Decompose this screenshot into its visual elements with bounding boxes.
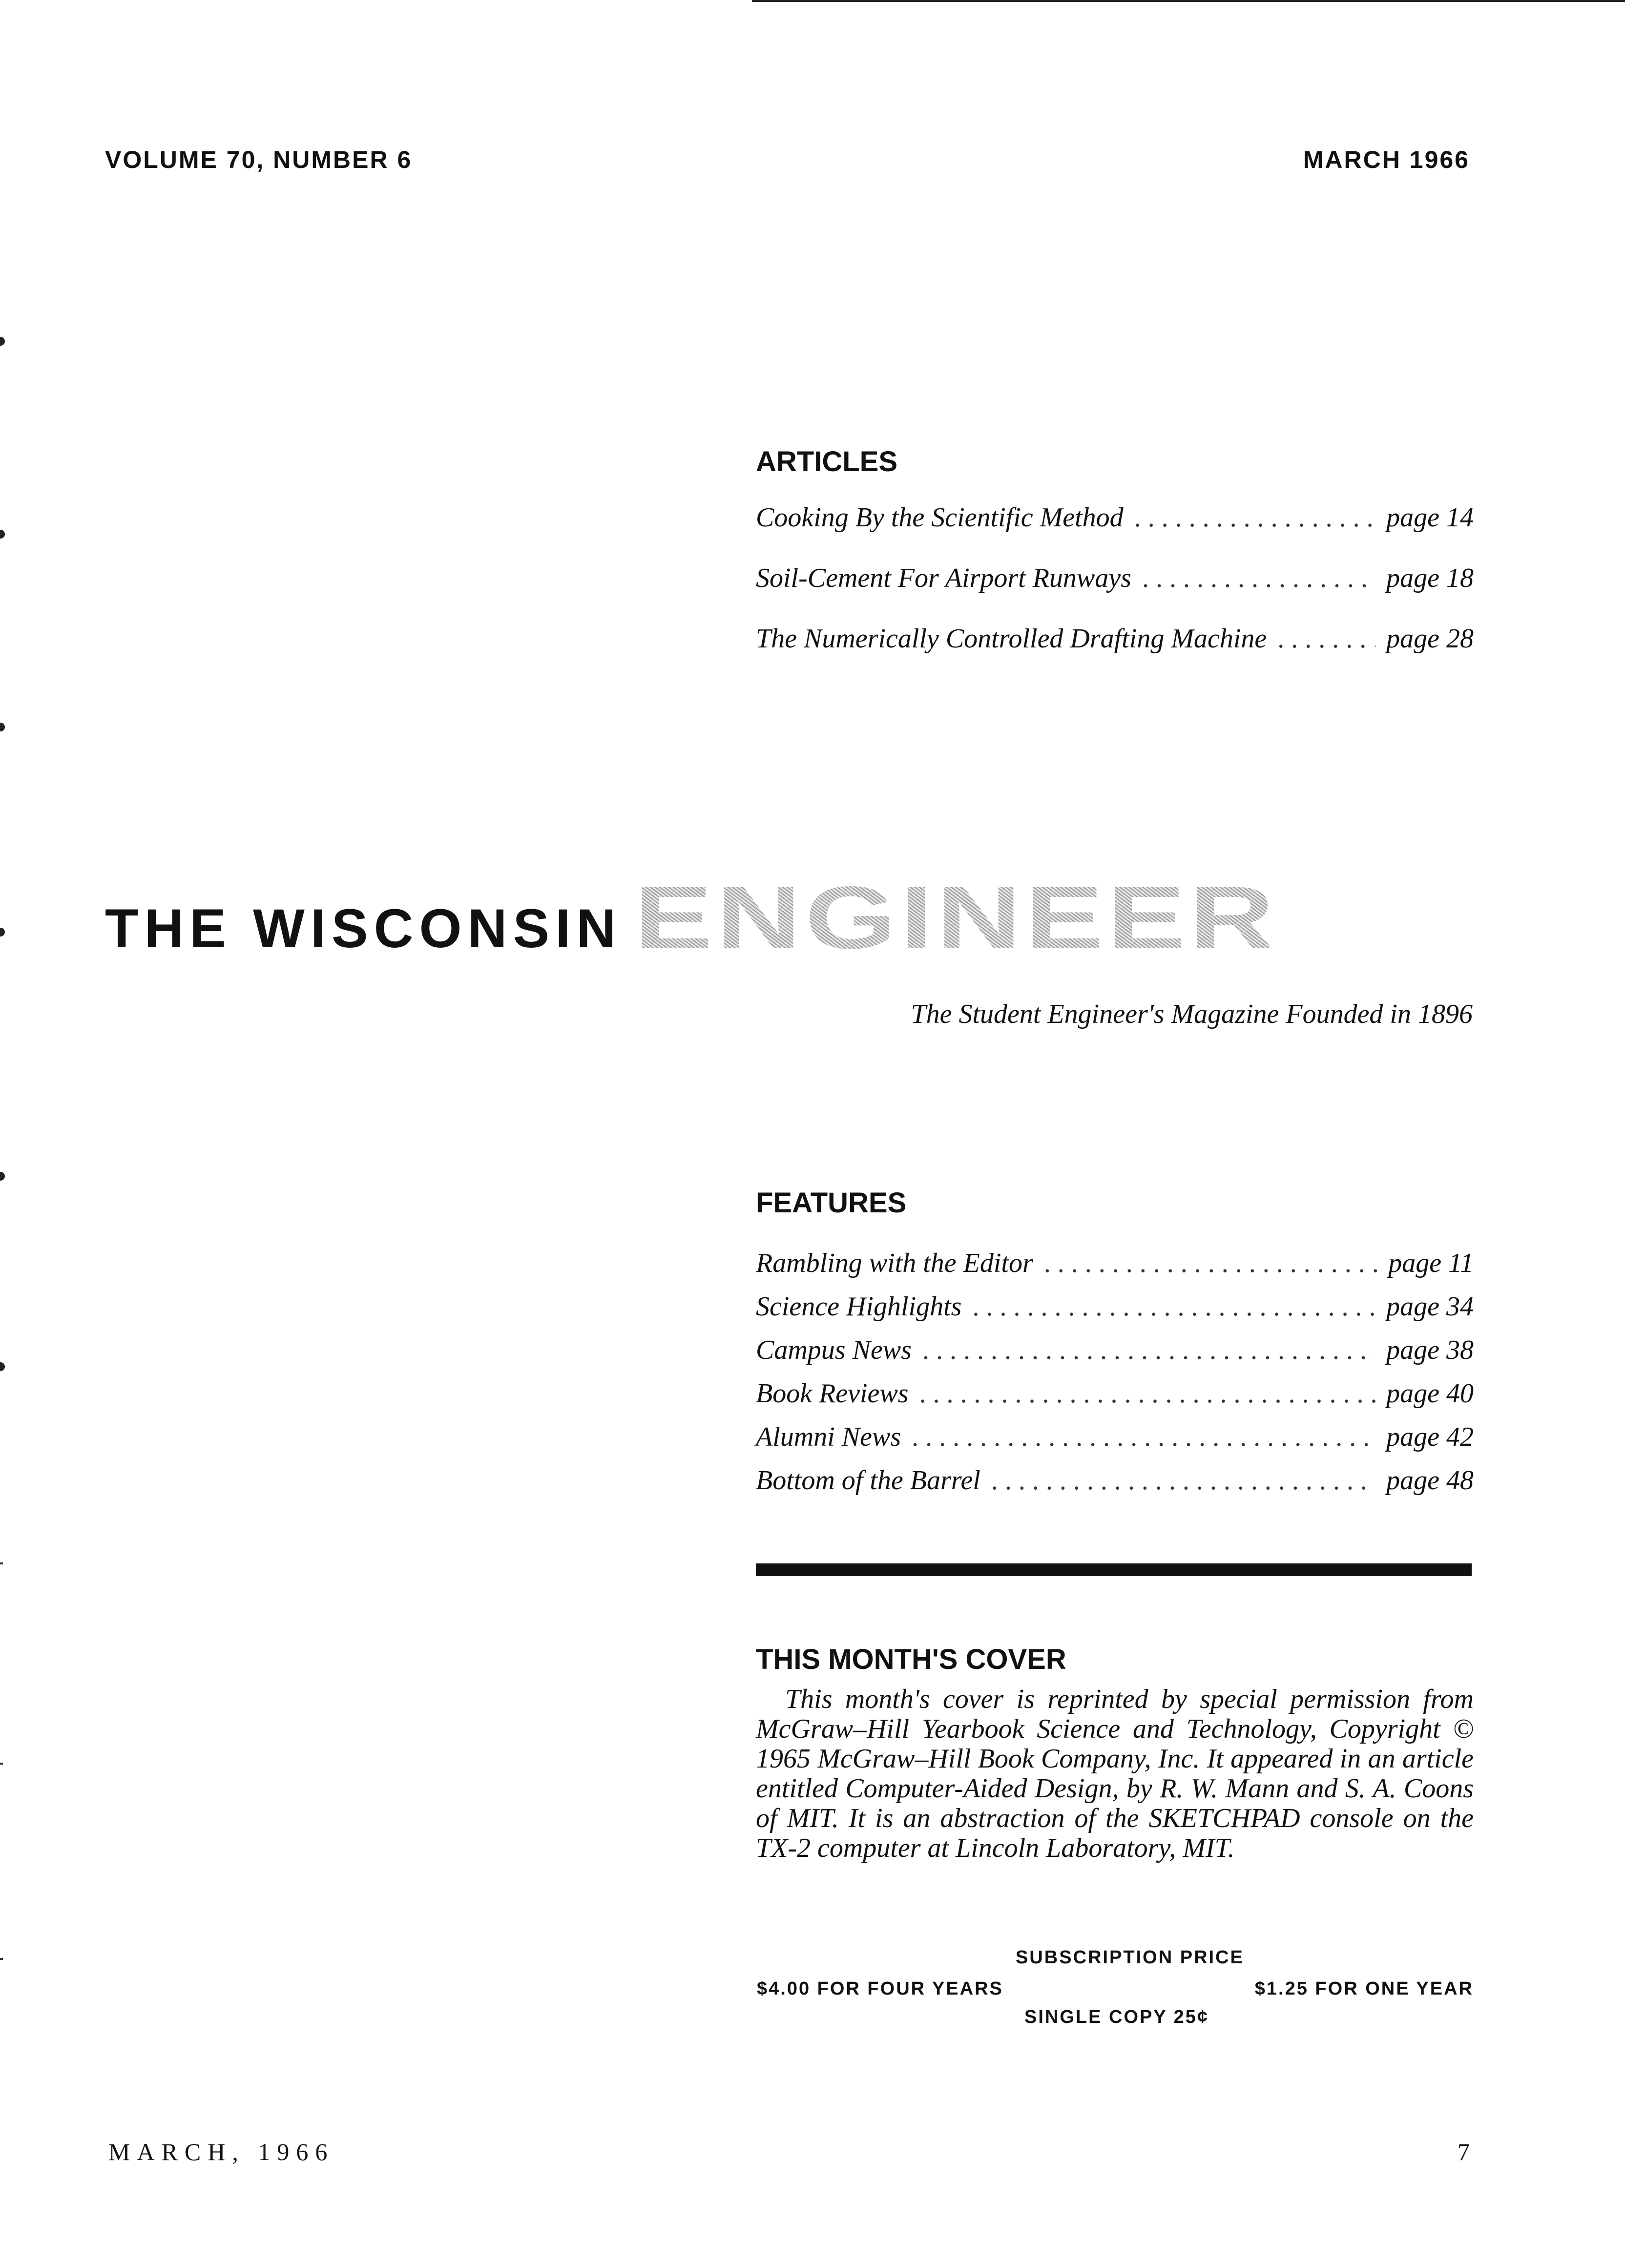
footer-page-number: 7 (1458, 2138, 1470, 2165)
margin-mark (0, 1562, 3, 1564)
toc-item-title: Science Highlights (756, 1291, 962, 1322)
dot-leader (912, 1421, 1375, 1453)
footer-date: MARCH, 1966 (108, 2138, 334, 2165)
dot-leader (991, 1465, 1375, 1496)
toc-item-page: page 14 (1386, 502, 1474, 533)
toc-item-title: Cooking By the Scientific Method (756, 502, 1124, 533)
margin-mark (0, 1362, 5, 1371)
dot-leader (1277, 623, 1375, 654)
toc-item (756, 1421, 1474, 1465)
margin-mark (0, 723, 5, 731)
toc-item (756, 623, 1474, 684)
features-heading: FEATURES (756, 1187, 907, 1219)
subscription-title: SUBSCRIPTION PRICE (1016, 1947, 1244, 1968)
masthead-tagline: The Student Engineer's Magazine Founded in 1896 (911, 999, 1473, 1029)
toc-item-title: Book Reviews (756, 1378, 909, 1409)
toc-item-page: page 18 (1386, 563, 1474, 593)
volume-number: VOLUME 70, NUMBER 6 (105, 146, 413, 173)
toc-item-page: page 28 (1386, 624, 1474, 654)
articles-list (756, 502, 1474, 684)
toc-item-title: Campus News (756, 1335, 912, 1365)
cover-heading: THIS MONTH'S COVER (756, 1644, 1066, 1675)
toc-item-page: page 40 (1386, 1378, 1474, 1409)
subscription-single-copy: SINGLE COPY 25¢ (1024, 2007, 1209, 2027)
toc-item (756, 1465, 1474, 1508)
subscription-one-year: $1.25 FOR ONE YEAR (1254, 1978, 1474, 1999)
toc-item-title: Rambling with the Editor (756, 1248, 1033, 1278)
subscription-four-years: $4.00 FOR FOUR YEARS (757, 1978, 1003, 1999)
margin-mark (0, 1763, 3, 1765)
dot-leader (972, 1291, 1375, 1322)
margin-mark (0, 337, 5, 346)
dot-leader (919, 1378, 1376, 1409)
toc-item (756, 562, 1474, 623)
margin-mark (0, 928, 5, 936)
toc-item-title: Alumni News (756, 1422, 901, 1452)
dot-leader (1134, 502, 1375, 533)
dot-leader (1142, 562, 1375, 594)
masthead-prefix: THE WISCONSIN (105, 898, 622, 959)
toc-item-page: page 48 (1386, 1465, 1474, 1496)
toc-item-page: page 42 (1386, 1422, 1474, 1452)
toc-item (756, 1378, 1474, 1421)
top-border-line (752, 0, 1625, 2)
masthead (105, 868, 1278, 967)
toc-item-page: page 34 (1386, 1291, 1474, 1322)
toc-item (756, 1248, 1474, 1291)
margin-mark (0, 530, 5, 539)
articles-heading: ARTICLES (756, 446, 897, 478)
toc-item-title: Soil-Cement For Airport Runways (756, 563, 1131, 593)
margin-mark (0, 1172, 5, 1181)
masthead-title: ENGINEER (634, 868, 1278, 967)
toc-item (756, 1291, 1474, 1334)
section-divider-bar (756, 1563, 1472, 1576)
toc-item-page: page 38 (1386, 1335, 1474, 1365)
toc-item-title: The Numerically Controlled Drafting Machine (756, 624, 1267, 654)
features-list (756, 1248, 1474, 1508)
toc-item (756, 1334, 1474, 1378)
toc-item (756, 502, 1474, 562)
toc-item-title: Bottom of the Barrel (756, 1465, 980, 1496)
margin-mark (0, 1958, 3, 1960)
dot-leader (1044, 1248, 1378, 1279)
issue-date: MARCH 1966 (1303, 146, 1470, 173)
dot-leader (922, 1334, 1375, 1366)
toc-item-page: page 11 (1388, 1248, 1474, 1278)
cover-description: This month's cover is reprinted by special permission from McGraw–Hill Yearbook Science and Technology, Copyright © 1965 McGraw–Hill Book Company, Inc. It appeared in an article entitled Computer-Aided Design, by R. W. Mann and S. A. Coons of MIT. It is an abstraction of the SKETCHPAD console on the TX-2 computer at Lincoln Laboratory, MIT. (756, 1684, 1474, 1863)
